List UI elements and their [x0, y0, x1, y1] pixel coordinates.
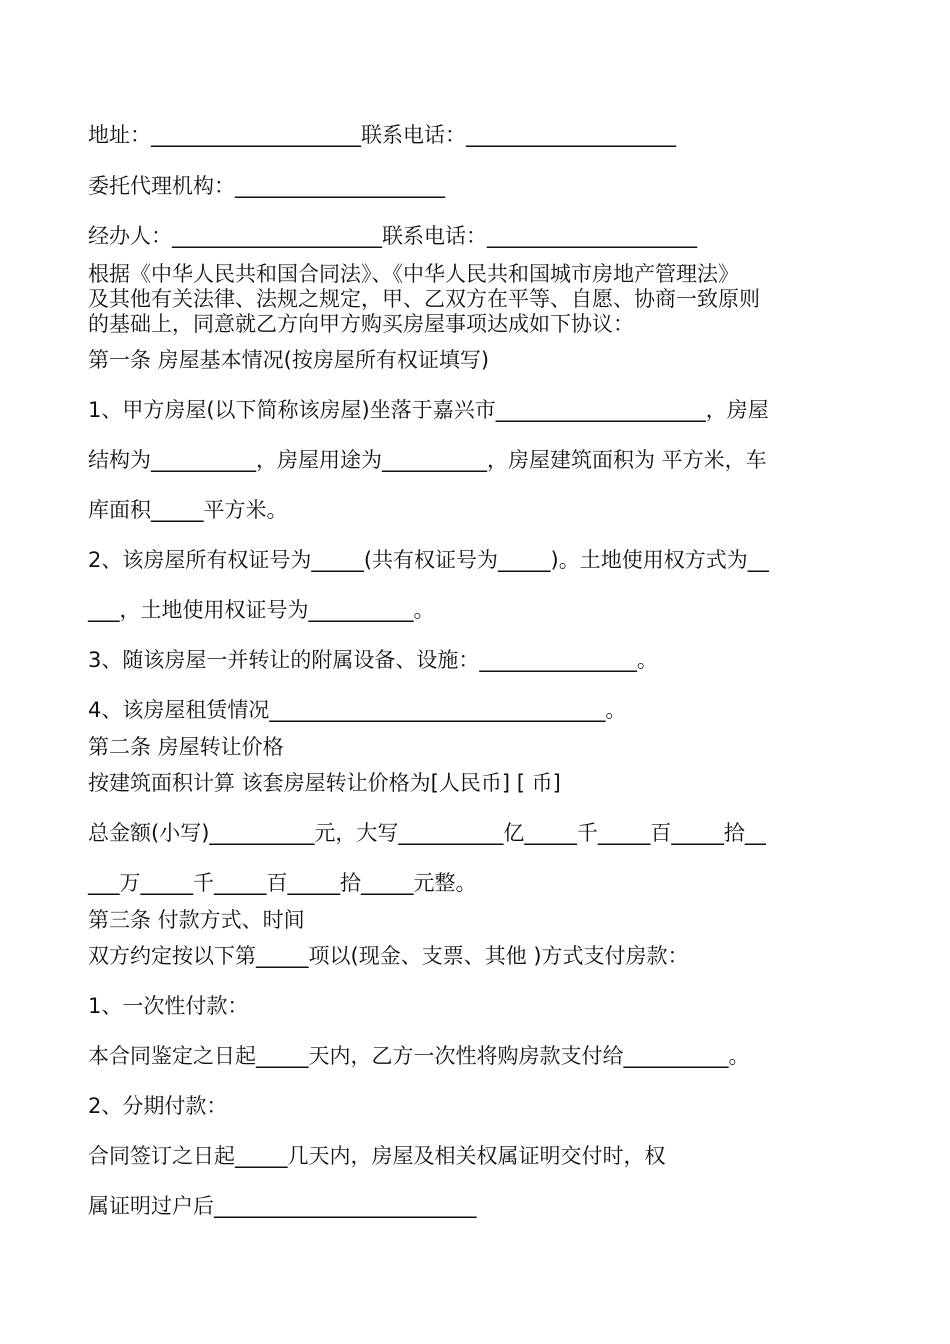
clause-1-line-1: 1、甲方房屋(以下简称该房屋)坐落于嘉兴市____________________，房屋 — [88, 398, 769, 422]
clause-2-line-2: ___，土地使用权证号为__________。 — [88, 598, 435, 622]
payment-method-line: 双方约定按以下第_____项以(现金、支票、其他 )方式支付房款： — [88, 944, 689, 968]
clause-3-line: 3、随该房屋一并转让的附属设备、设施：_______________。 — [88, 648, 658, 672]
preamble-line-2: 及其他有关法律、法规之规定，甲、乙双方在平等、自愿、协商一致原则 — [88, 287, 760, 311]
article-3-heading: 第三条 付款方式、时间 — [88, 908, 305, 932]
clause-1-line-2: 结构为__________，房屋用途为__________，房屋建筑面积为 平方米，车 — [88, 448, 767, 472]
address-phone-line: 地址：____________________联系电话：____________________ — [88, 123, 676, 147]
lump-sum-line: 本合同鉴定之日起_____天内，乙方一次性将购房款支付给__________。 — [88, 1044, 750, 1068]
preamble-line-3: 的基础上，同意就乙方向甲方购买房屋事项达成如下协议： — [88, 312, 634, 336]
clause-1-line-3: 库面积_____平方米。 — [88, 498, 288, 522]
installment-line-1: 合同签订之日起_____几天内，房屋及相关权属证明交付时，权 — [88, 1144, 666, 1168]
preamble-line-1: 根据《中华人民共和国合同法》、《中华人民共和国城市房地产管理法》 — [88, 262, 739, 286]
article-1-heading: 第一条 房屋基本情况(按房屋所有权证填写) — [88, 348, 490, 372]
total-amount-line-2: ___万_____千_____百_____拾_____元整。 — [88, 871, 477, 895]
total-amount-line-1: 总金额(小写)__________元，大写__________亿_____千_____百_____拾__ — [88, 821, 766, 845]
clause-4-line: 4、该房屋租赁情况________________________________。 — [88, 698, 627, 722]
price-basis-line: 按建筑面积计算 该套房屋转让价格为[人民币] [ 币] — [88, 771, 561, 795]
installment-line-2: 属证明过户后_________________________ — [88, 1194, 477, 1218]
article-2-heading: 第二条 房屋转让价格 — [88, 735, 284, 759]
agency-line: 委托代理机构：____________________ — [88, 174, 445, 198]
installment-heading: 2、分期付款： — [88, 1094, 228, 1118]
lump-sum-heading: 1、一次性付款： — [88, 994, 249, 1018]
agent-phone-line: 经办人：____________________联系电话：____________________ — [88, 224, 697, 248]
clause-2-line-1: 2、该房屋所有权证号为_____(共有权证号为_____)。土地使用权方式为__ — [88, 548, 769, 572]
